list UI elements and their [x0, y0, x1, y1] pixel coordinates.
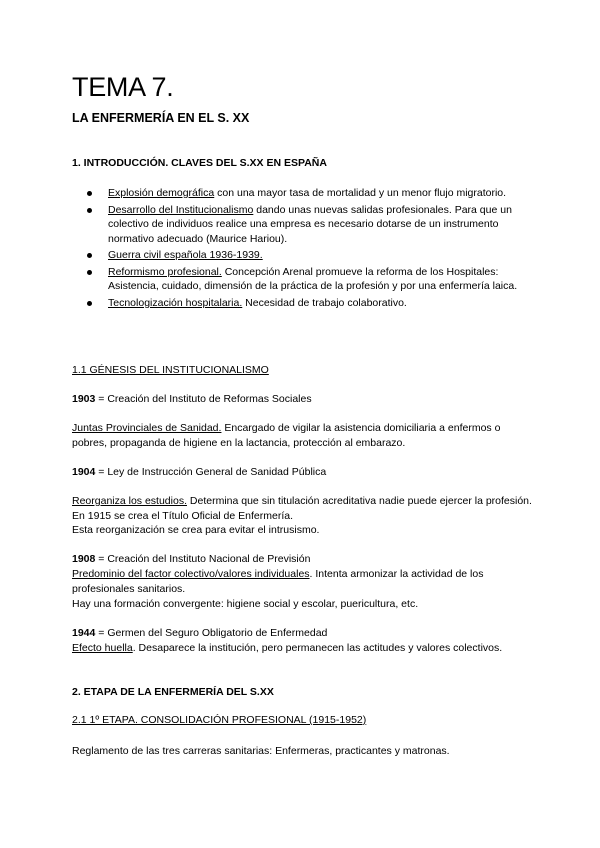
entry-text: = Creación del Instituto Nacional de Previsión [95, 553, 311, 565]
list-item-text: Concepción Arenal promueve la reforma de los Hospitales: Asistencia, cuidado, dimensión de la práctica de la profesión y por una enfermería laica. [108, 265, 518, 292]
list-item-text: Necesidad de trabajo colaborativo. [242, 296, 407, 309]
entry-1904 [72, 465, 532, 480]
efecto-paragraph [72, 641, 532, 656]
year-label: 1904 [72, 466, 96, 478]
list-item [72, 248, 532, 263]
year-label: 1908 [72, 553, 96, 565]
section-1-1-heading: 1.1 GÉNESIS DEL INSTITUCIONALISMO [72, 364, 269, 376]
paragraph-term: Efecto huella [72, 642, 133, 654]
list-item-term: Tecnologización hospitalaria. [108, 296, 243, 309]
bullet-icon [87, 191, 92, 196]
list-item [72, 296, 532, 311]
section-2-heading: 2. ETAPA DE LA ENFERMERÍA DEL S.XX [72, 686, 274, 698]
juntas-paragraph [72, 421, 532, 450]
predominio-paragraph [72, 567, 532, 596]
predominio-note: Hay una formación convergente: higiene social y escolar, puericultura, etc. [72, 598, 419, 610]
entry-text: = Germen del Seguro Obligatorio de Enfermedad [95, 627, 328, 639]
list-item-term: Explosión demográfica [108, 187, 215, 199]
section-1-heading: 1. INTRODUCCIÓN. CLAVES DEL S.XX EN ESPAÑA [72, 157, 327, 169]
entry-text: = Ley de Instrucción General de Sanidad Pública [95, 466, 327, 478]
reorganiza-paragraph [72, 494, 532, 523]
reglamento-paragraph: Reglamento de las tres carreras sanitarias: Enfermeras, practicantes y matronas. [72, 745, 450, 757]
list-item [72, 186, 532, 201]
list-item-term: Reformismo profesional. [108, 265, 222, 278]
entry-text: = Creación del Instituto de Reformas Sociales [95, 393, 312, 405]
list-item [72, 265, 532, 294]
entry-1908 [72, 552, 532, 567]
list-item-text: dando unas nuevas salidas profesionales. Para que un colectivo de individuos realice una empresa es necesario dotarse de un instrumento normativo adecuado (Maurice Hariou). [108, 203, 512, 245]
paragraph-term: Reorganiza los estudios. [72, 495, 187, 507]
bullet-icon [87, 208, 92, 213]
paragraph-text: Determina que sin titulación acreditativa nadie puede ejercer la profesión. En 1915 se crea el Título Oficial de Enfermería. [72, 495, 532, 522]
paragraph-text: . Desaparece la institución, pero permanecen las actitudes y valores colectivos. [132, 642, 503, 654]
reorganiza-note: Esta reorganización se crea para evitar el intrusismo. [72, 524, 320, 536]
list-item [72, 203, 532, 247]
list-item-term: Desarrollo del Institucionalismo [108, 203, 254, 216]
list-item-term: Guerra civil española 1936-1939. [108, 249, 263, 261]
page-title: TEMA 7. [72, 72, 174, 102]
list-item-text: con una mayor tasa de mortalidad y un menor flujo migratorio. [214, 187, 507, 199]
page-subtitle: LA ENFERMERÍA EN EL S. XX [72, 111, 250, 125]
bullet-icon [87, 301, 92, 306]
paragraph-text: Encargado de vigilar la asistencia domiciliaria a enfermos o pobres, propaganda de higiene en la lactancia, protección al embarazo. [72, 422, 501, 449]
claves-list [72, 186, 532, 312]
entry-1903 [72, 392, 532, 407]
paragraph-term: Juntas Provinciales de Sanidad. [72, 422, 222, 434]
year-label: 1944 [72, 627, 96, 639]
bullet-icon [87, 270, 92, 275]
paragraph-text: . Intenta armonizar la actividad de los profesionales sanitarios. [72, 568, 484, 595]
section-2-1-heading: 2.1 1º ETAPA. CONSOLIDACIÓN PROFESIONAL (1915-1952) [72, 714, 367, 726]
paragraph-term: Predominio del factor colectivo/valores individuales [72, 568, 310, 580]
bullet-icon [87, 253, 92, 258]
year-label: 1903 [72, 393, 96, 405]
entry-1944 [72, 626, 532, 641]
